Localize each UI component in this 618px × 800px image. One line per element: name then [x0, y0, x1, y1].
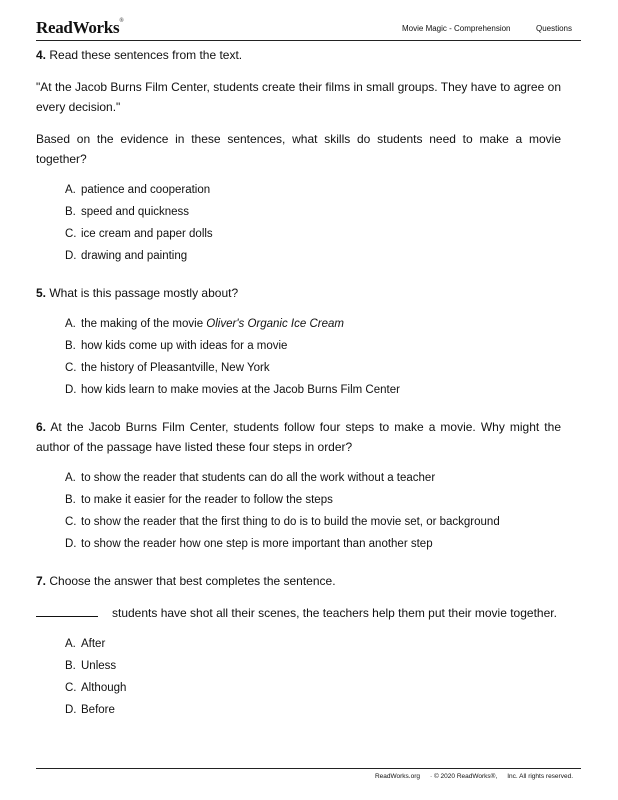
- header-questions-label: Questions: [535, 24, 572, 33]
- readworks-logo: ReadWorks®: [36, 18, 124, 37]
- answer-option[interactable]: D. to show the reader how one step is more important than another step: [65, 538, 433, 550]
- fill-in-sentence: students have shot all their scenes, the teachers help them put their movie together.: [36, 603, 561, 623]
- question-6: [36, 417, 561, 555]
- page-header: [36, 18, 581, 41]
- footer-site: ReadWorks.org: [374, 773, 420, 780]
- question-prompt: 6. At the Jacob Burns Film Center, students follow four steps to make a movie. Why might the author of the passage have listed these four steps in order?: [36, 420, 561, 454]
- answer-option[interactable]: B. Unless: [65, 660, 117, 672]
- footer-copyright-text: · © 2020 ReadWorks®,: [429, 773, 498, 780]
- answer-options: [65, 633, 561, 721]
- quoted-sentences: "At the Jacob Burns Film Center, students create their films in small groups. They have to agree on every decision.": [36, 80, 561, 114]
- answer-options: [65, 179, 561, 267]
- answer-option[interactable]: C. ice cream and paper dolls: [65, 228, 213, 240]
- page-footer: [36, 768, 581, 780]
- answer-option[interactable]: A. patience and cooperation: [65, 184, 211, 196]
- question-prompt: 7. Choose the answer that best completes the sentence.: [36, 574, 336, 588]
- question-content: [36, 45, 561, 737]
- footer-rights: Inc. All rights reserved.: [507, 773, 573, 780]
- question-5: [36, 283, 561, 401]
- answer-option[interactable]: C. the history of Pleasantville, New York: [65, 362, 270, 374]
- question-prompt: 4. Read these sentences from the text.: [36, 48, 243, 62]
- answer-option[interactable]: A. the making of the movie Oliver's Organic Ice Cream: [65, 318, 344, 330]
- answer-option[interactable]: D. Before: [65, 704, 115, 716]
- answer-options: [65, 313, 561, 401]
- answer-option[interactable]: B. to make it easier for the reader to follow the steps: [65, 494, 333, 506]
- answer-option[interactable]: D. how kids learn to make movies at the Jacob Burns Film Center: [65, 384, 400, 396]
- answer-options: [65, 467, 561, 555]
- footer-copyright: [365, 773, 573, 780]
- answer-blank: [36, 604, 98, 617]
- answer-option[interactable]: D. drawing and painting: [65, 250, 188, 262]
- question-7: [36, 571, 561, 721]
- question-prompt: 5. What is this passage mostly about?: [36, 286, 239, 300]
- answer-option[interactable]: B. how kids come up with ideas for a movie: [65, 340, 288, 352]
- header-title: Movie Magic - Comprehension: [402, 24, 511, 33]
- answer-option[interactable]: C. to show the reader that the first thing to do is to build the movie set, or background: [65, 516, 500, 528]
- question-followup: Based on the evidence in these sentences, what skills do students need to make a movie together?: [36, 132, 561, 166]
- question-4: [36, 45, 561, 267]
- answer-option[interactable]: B. speed and quickness: [65, 206, 190, 218]
- answer-option[interactable]: A. After: [65, 638, 106, 650]
- answer-option[interactable]: C. Although: [65, 682, 127, 694]
- answer-option[interactable]: A. to show the reader that students can do all the work without a teacher: [65, 472, 436, 484]
